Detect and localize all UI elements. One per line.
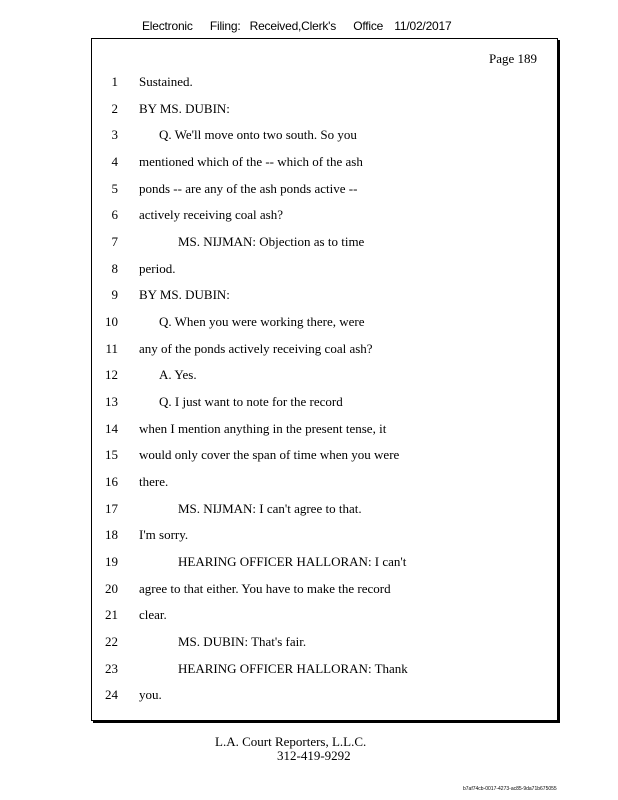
footer-phone: 312-419-9292 bbox=[277, 748, 351, 763]
line-number: 5 bbox=[111, 181, 118, 196]
line-number: 24 bbox=[105, 687, 118, 702]
line-text: MS. DUBIN: That's fair. bbox=[178, 634, 307, 649]
line-text: Q. I just want to note for the record bbox=[159, 394, 343, 409]
line-number: 12 bbox=[105, 367, 118, 382]
filing-header-electronic: Electronic bbox=[142, 19, 193, 33]
line-number: 6 bbox=[111, 207, 118, 222]
line-text: Q. We'll move onto two south. So you bbox=[159, 127, 357, 142]
line-text: I'm sorry. bbox=[139, 527, 189, 542]
line-text: MS. NIJMAN: I can't agree to that. bbox=[178, 501, 362, 516]
line-number: 22 bbox=[105, 634, 118, 649]
line-number: 17 bbox=[105, 501, 118, 516]
line-number: 10 bbox=[105, 314, 118, 329]
line-text: any of the ponds actively receiving coal ash? bbox=[139, 341, 373, 356]
line-text: you. bbox=[139, 687, 162, 702]
line-text: Sustained. bbox=[139, 74, 193, 89]
line-number: 18 bbox=[105, 527, 118, 542]
line-number: 20 bbox=[105, 581, 118, 596]
line-text: actively receiving coal ash? bbox=[139, 207, 284, 222]
line-number: 11 bbox=[105, 341, 118, 356]
line-text: Q. When you were working there, were bbox=[159, 314, 365, 329]
line-text: MS. NIJMAN: Objection as to time bbox=[178, 234, 365, 249]
line-text: BY MS. DUBIN: bbox=[139, 101, 230, 116]
line-text: clear. bbox=[139, 607, 167, 622]
filing-header-office: Office bbox=[353, 19, 384, 33]
filing-header bbox=[142, 19, 451, 33]
line-text: BY MS. DUBIN: bbox=[139, 287, 230, 302]
line-text: HEARING OFFICER HALLORAN: Thank bbox=[178, 661, 408, 676]
line-number: 21 bbox=[105, 607, 118, 622]
line-number: 15 bbox=[105, 447, 118, 462]
line-number: 3 bbox=[111, 127, 118, 142]
document-hash: b7af74cb-0017-4273-ac85-9da71b675055 bbox=[463, 786, 557, 792]
filing-header-date: 11/02/2017 bbox=[394, 19, 452, 33]
line-number: 19 bbox=[105, 554, 118, 569]
line-number: 14 bbox=[105, 421, 118, 436]
footer-company: L.A. Court Reporters, L.L.C. bbox=[215, 734, 367, 749]
line-number: 4 bbox=[111, 154, 118, 169]
line-number: 2 bbox=[111, 101, 118, 116]
line-number: 9 bbox=[111, 287, 118, 302]
line-text: agree to that either. You have to make the record bbox=[139, 581, 391, 596]
line-text: A. Yes. bbox=[159, 367, 197, 382]
line-text: when I mention anything in the present tense, it bbox=[139, 421, 387, 436]
line-text: period. bbox=[139, 261, 176, 276]
line-number: 16 bbox=[105, 474, 118, 489]
line-number: 13 bbox=[105, 394, 118, 409]
line-number: 8 bbox=[111, 261, 118, 276]
line-text: would only cover the span of time when you were bbox=[139, 447, 400, 462]
filing-header-filing: Filing: bbox=[209, 19, 241, 33]
line-number: 23 bbox=[105, 661, 118, 676]
page-number: Page 189 bbox=[488, 51, 537, 66]
transcript-page bbox=[91, 38, 558, 721]
line-text: HEARING OFFICER HALLORAN: I can't bbox=[178, 554, 407, 569]
line-text: mentioned which of the -- which of the ash bbox=[139, 154, 363, 169]
filing-header-received-clerks: Received,Clerk's bbox=[249, 19, 337, 33]
line-number: 1 bbox=[111, 74, 118, 89]
line-text: there. bbox=[139, 474, 169, 489]
line-text: ponds -- are any of the ash ponds active -- bbox=[139, 181, 358, 196]
line-number: 7 bbox=[111, 234, 118, 249]
